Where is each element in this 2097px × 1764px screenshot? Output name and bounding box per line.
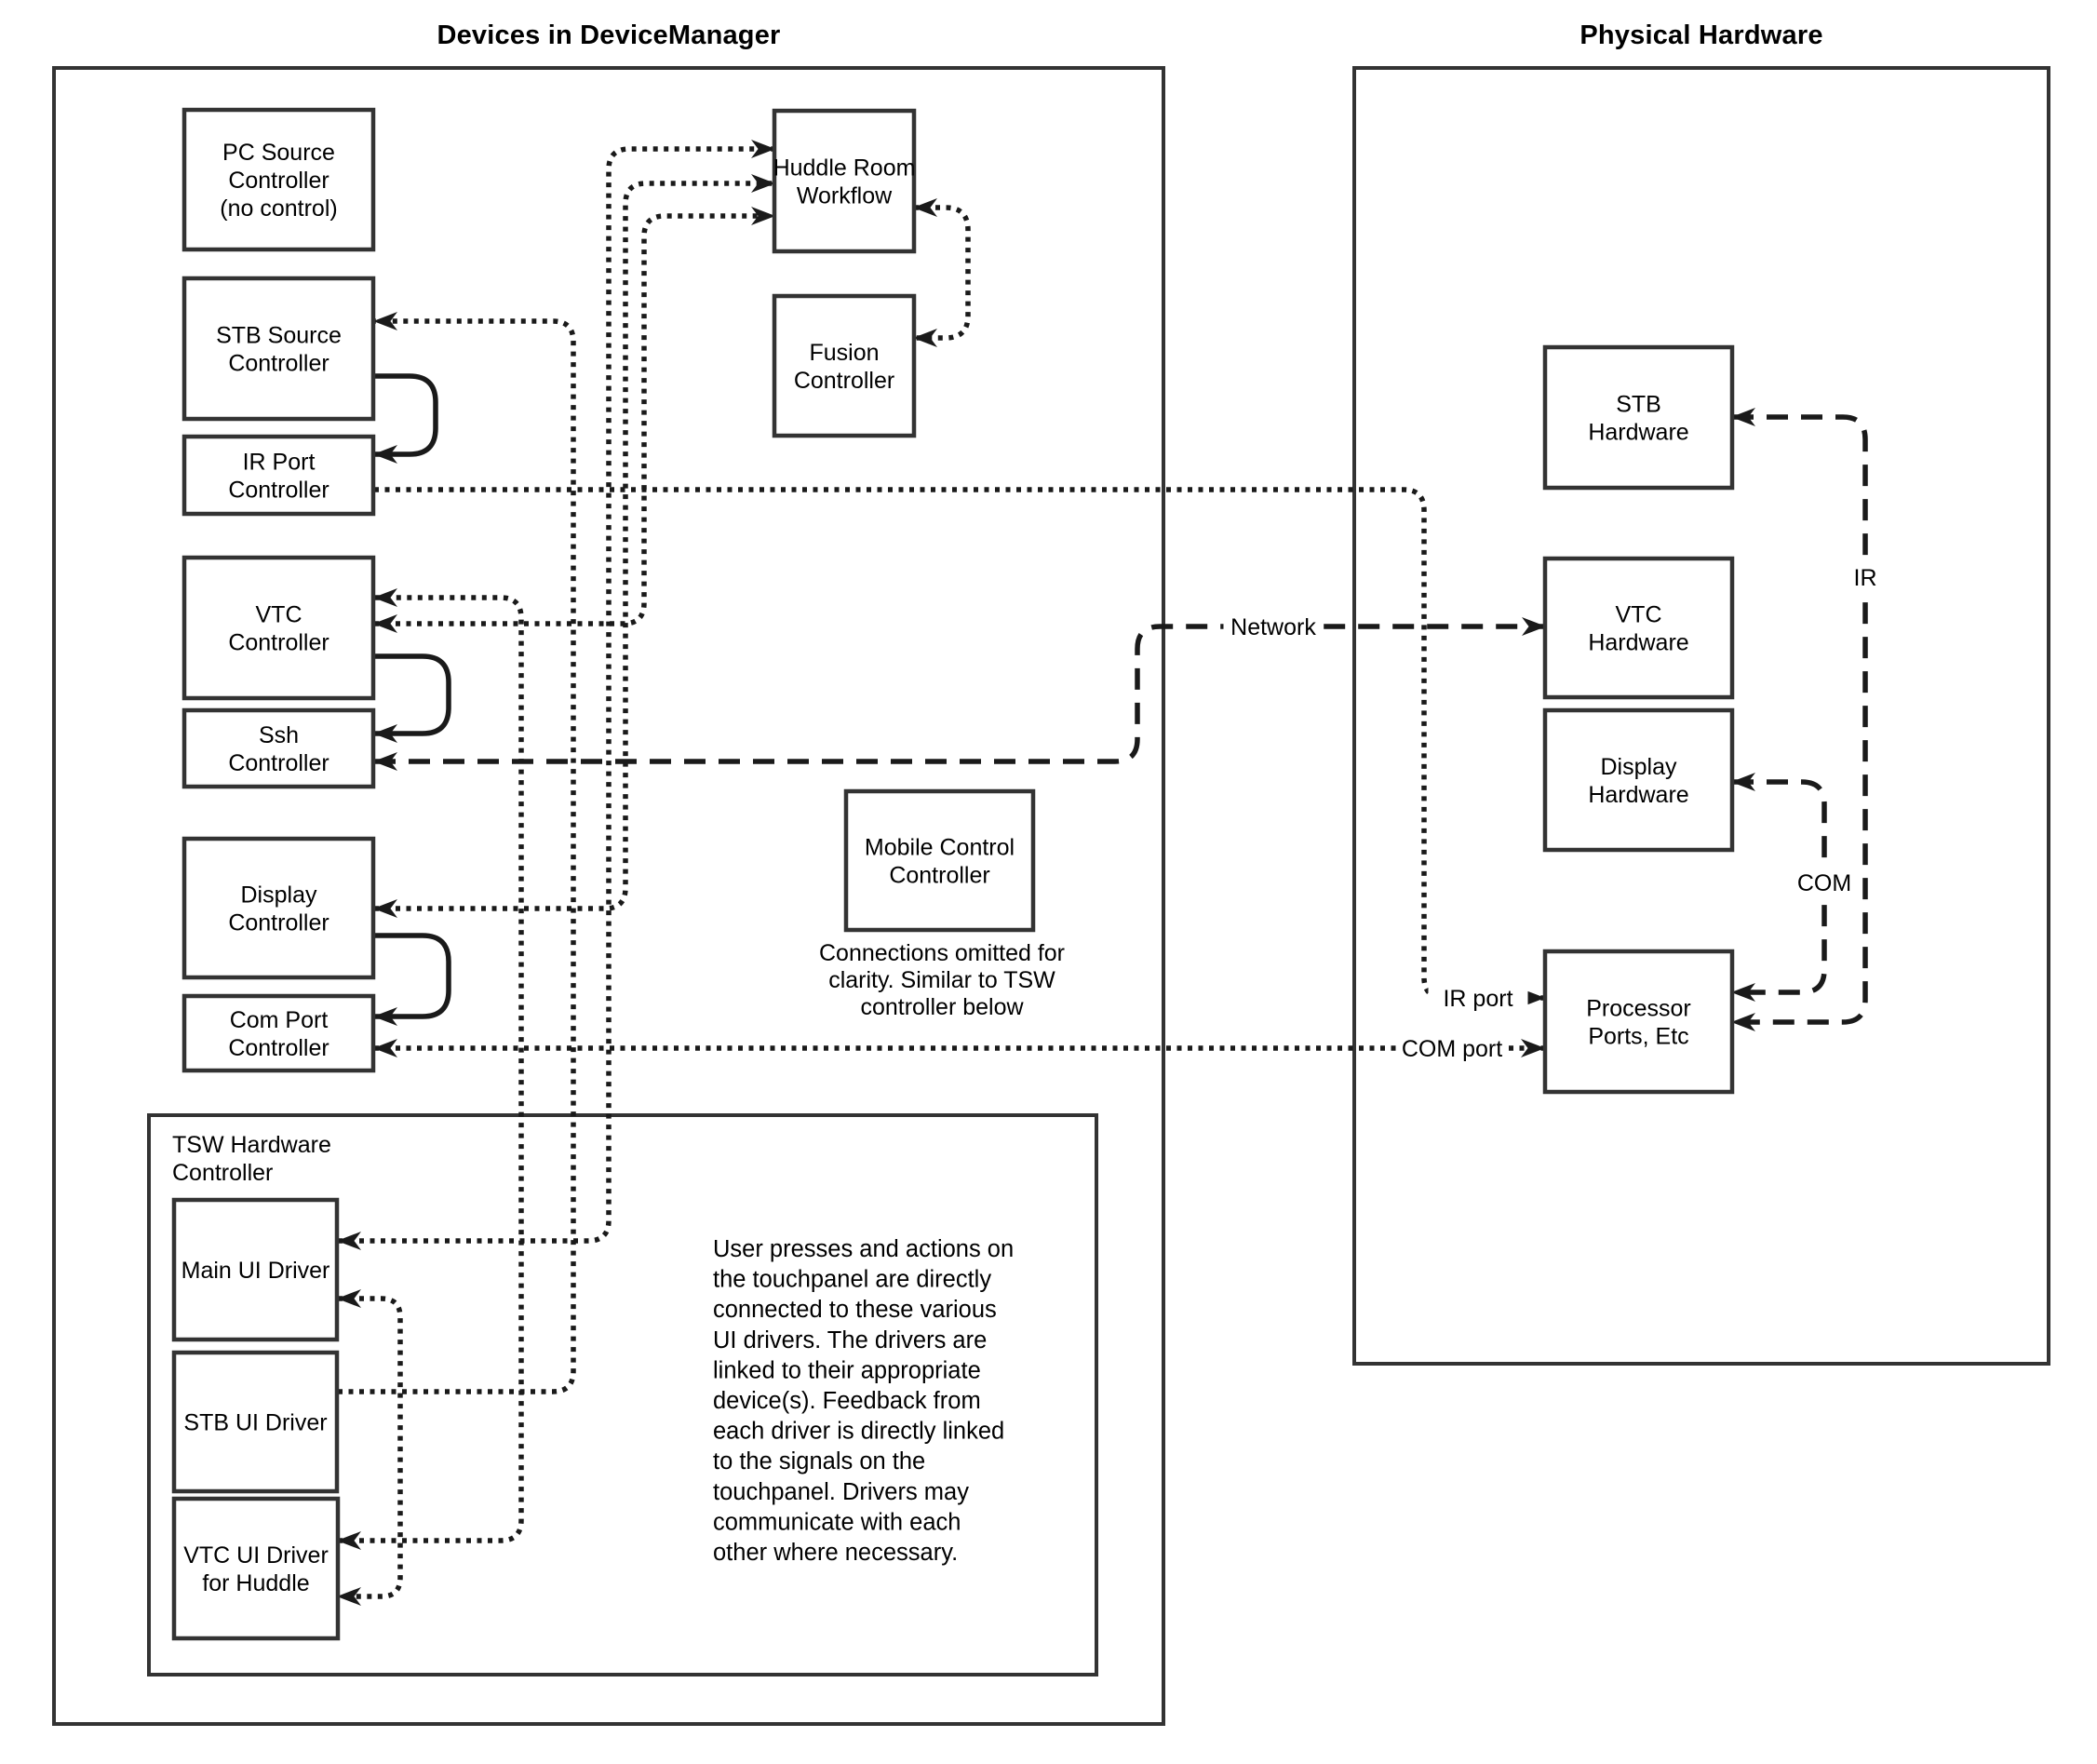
physical-hardware-title: Physical Hardware xyxy=(1579,20,1823,50)
tsw-drivers-note-line: touchpanel. Drivers may xyxy=(713,1478,969,1505)
tsw-drivers-note-line: User presses and actions on xyxy=(713,1236,1015,1262)
tsw-drivers-note-line: connected to these various xyxy=(713,1297,997,1324)
node-vtc-controller-label-line: VTC xyxy=(255,601,302,628)
edge-ir-stb-hardware-processor xyxy=(1732,417,1865,1022)
tsw-drivers-note-line: the touchpanel are directly xyxy=(713,1266,992,1293)
tsw-hardware-controller-group-label: TSW Hardware xyxy=(172,1132,331,1158)
node-stb-hardware-label-line: STB xyxy=(1616,391,1661,418)
node-main-ui-driver-label xyxy=(181,1258,330,1284)
node-vtc-ui-driver-for-huddle-label-line: for Huddle xyxy=(202,1570,310,1596)
node-fusion-controller xyxy=(774,296,914,436)
tsw-hardware-controller-group-label: Controller xyxy=(172,1160,274,1186)
tsw-drivers-note-line: linked to their appropriate xyxy=(713,1357,981,1384)
node-vtc-ui-driver-for-huddle xyxy=(174,1499,338,1638)
tsw-drivers-note-line: to the signals on the xyxy=(713,1448,926,1475)
mobile-control-note xyxy=(819,940,1065,1020)
node-stb-hardware-label-line: Hardware xyxy=(1588,419,1689,446)
node-ir-port-controller-label-line: Controller xyxy=(228,477,329,504)
node-ir-port-controller-label-line: IR Port xyxy=(242,449,316,476)
node-vtc-controller xyxy=(184,558,373,698)
tsw-drivers-note-line: other where necessary. xyxy=(713,1540,959,1566)
mobile-control-note-line: Connections omitted for xyxy=(818,940,1066,966)
node-stb-ui-driver-label xyxy=(183,1410,327,1436)
node-stb-hardware xyxy=(1545,347,1732,488)
tsw-drivers-note-line: UI drivers. The drivers are xyxy=(713,1326,988,1353)
node-processor-ports-etc-label-line: Processor xyxy=(1586,995,1691,1022)
mobile-control-note-line: controller below xyxy=(860,994,1024,1020)
edge-main-ui-driver-vtc-ui-driver xyxy=(338,1299,400,1596)
node-stb-source-controller-label-line: Controller xyxy=(228,350,329,377)
node-vtc-hardware xyxy=(1545,559,1732,697)
node-display-hardware xyxy=(1545,710,1732,850)
node-display-controller xyxy=(184,839,373,977)
node-com-port-controller-label-line: Controller xyxy=(228,1035,329,1061)
node-vtc-controller-label-line: Controller xyxy=(228,629,329,656)
node-ssh-controller-label-line: Ssh xyxy=(258,722,300,748)
node-fusion-controller-label-line: Controller xyxy=(793,368,895,394)
edge-vtc-to-ssh xyxy=(374,656,449,734)
node-stb-ui-driver-label-line: STB UI Driver xyxy=(183,1409,328,1436)
node-vtc-hardware-label-line: Hardware xyxy=(1588,629,1689,656)
node-stb-source-controller xyxy=(184,278,373,419)
node-ssh-controller-label-line: Controller xyxy=(228,750,329,776)
edge-ir-port-controller-to-processor-label: IR port xyxy=(1443,986,1513,1012)
node-pc-source-controller-label-line: PC Source xyxy=(222,140,335,166)
node-pc-source-controller-label-line: (no control) xyxy=(220,195,338,222)
node-huddle-room-workflow-label-line: Workflow xyxy=(796,182,893,209)
node-vtc-hardware-label-line: VTC xyxy=(1615,601,1662,628)
node-mobile-control-controller-label-line: Controller xyxy=(889,862,990,889)
node-stb-source-controller-label-line: STB Source xyxy=(216,322,342,349)
node-pc-source-controller-label xyxy=(220,140,337,222)
edge-display-to-com-port xyxy=(374,936,449,1017)
node-mobile-control-controller xyxy=(846,791,1033,930)
edge-ir-stb-hardware-processor-label: IR xyxy=(1853,565,1877,591)
tsw-drivers-note-line: each driver is directly linked xyxy=(713,1418,1005,1445)
node-huddle-room-workflow xyxy=(774,111,914,251)
edge-stb-source-to-ir-port xyxy=(374,376,436,454)
node-huddle-room-workflow-label-line: Huddle Room xyxy=(773,155,916,182)
edge-huddle-workflow-fusion-loop xyxy=(914,208,968,338)
mobile-control-note-line: clarity. Similar to TSW xyxy=(828,967,1055,993)
node-main-ui-driver-label-line: Main UI Driver xyxy=(181,1258,330,1284)
tsw-drivers-note xyxy=(713,1236,1014,1566)
tsw-drivers-note-line: communicate with each xyxy=(713,1509,961,1536)
node-display-hardware-label-line: Display xyxy=(1600,754,1677,780)
edge-com-display-hardware-processor-label: COM xyxy=(1796,870,1852,896)
node-pc-source-controller-label-line: Controller xyxy=(228,168,329,194)
node-com-port-controller-label-line: Com Port xyxy=(229,1007,329,1033)
node-mobile-control-controller-label-line: Mobile Control xyxy=(864,834,1015,861)
tsw-drivers-note-line: device(s). Feedback from xyxy=(713,1388,981,1414)
node-vtc-ui-driver-for-huddle-label-line: VTC UI Driver xyxy=(183,1542,329,1569)
node-display-controller-label-line: Controller xyxy=(228,909,329,936)
node-display-hardware-label-line: Hardware xyxy=(1588,782,1689,808)
node-processor-ports-etc xyxy=(1545,951,1732,1092)
node-fusion-controller-label-line: Fusion xyxy=(809,340,880,366)
node-processor-ports-etc-label-line: Ports, Etc xyxy=(1588,1023,1689,1050)
edge-network-ssh-to-vtc-hardware xyxy=(374,626,1545,761)
devicemanager-title: Devices in DeviceManager xyxy=(437,20,781,50)
node-display-controller-label-line: Display xyxy=(240,882,317,909)
edge-network-ssh-to-vtc-hardware-label: Network xyxy=(1230,614,1316,640)
edge-com-port-controller-to-processor-label: COM port xyxy=(1401,1036,1503,1062)
edge-main-ui-driver-huddle-workflow xyxy=(338,149,774,1241)
